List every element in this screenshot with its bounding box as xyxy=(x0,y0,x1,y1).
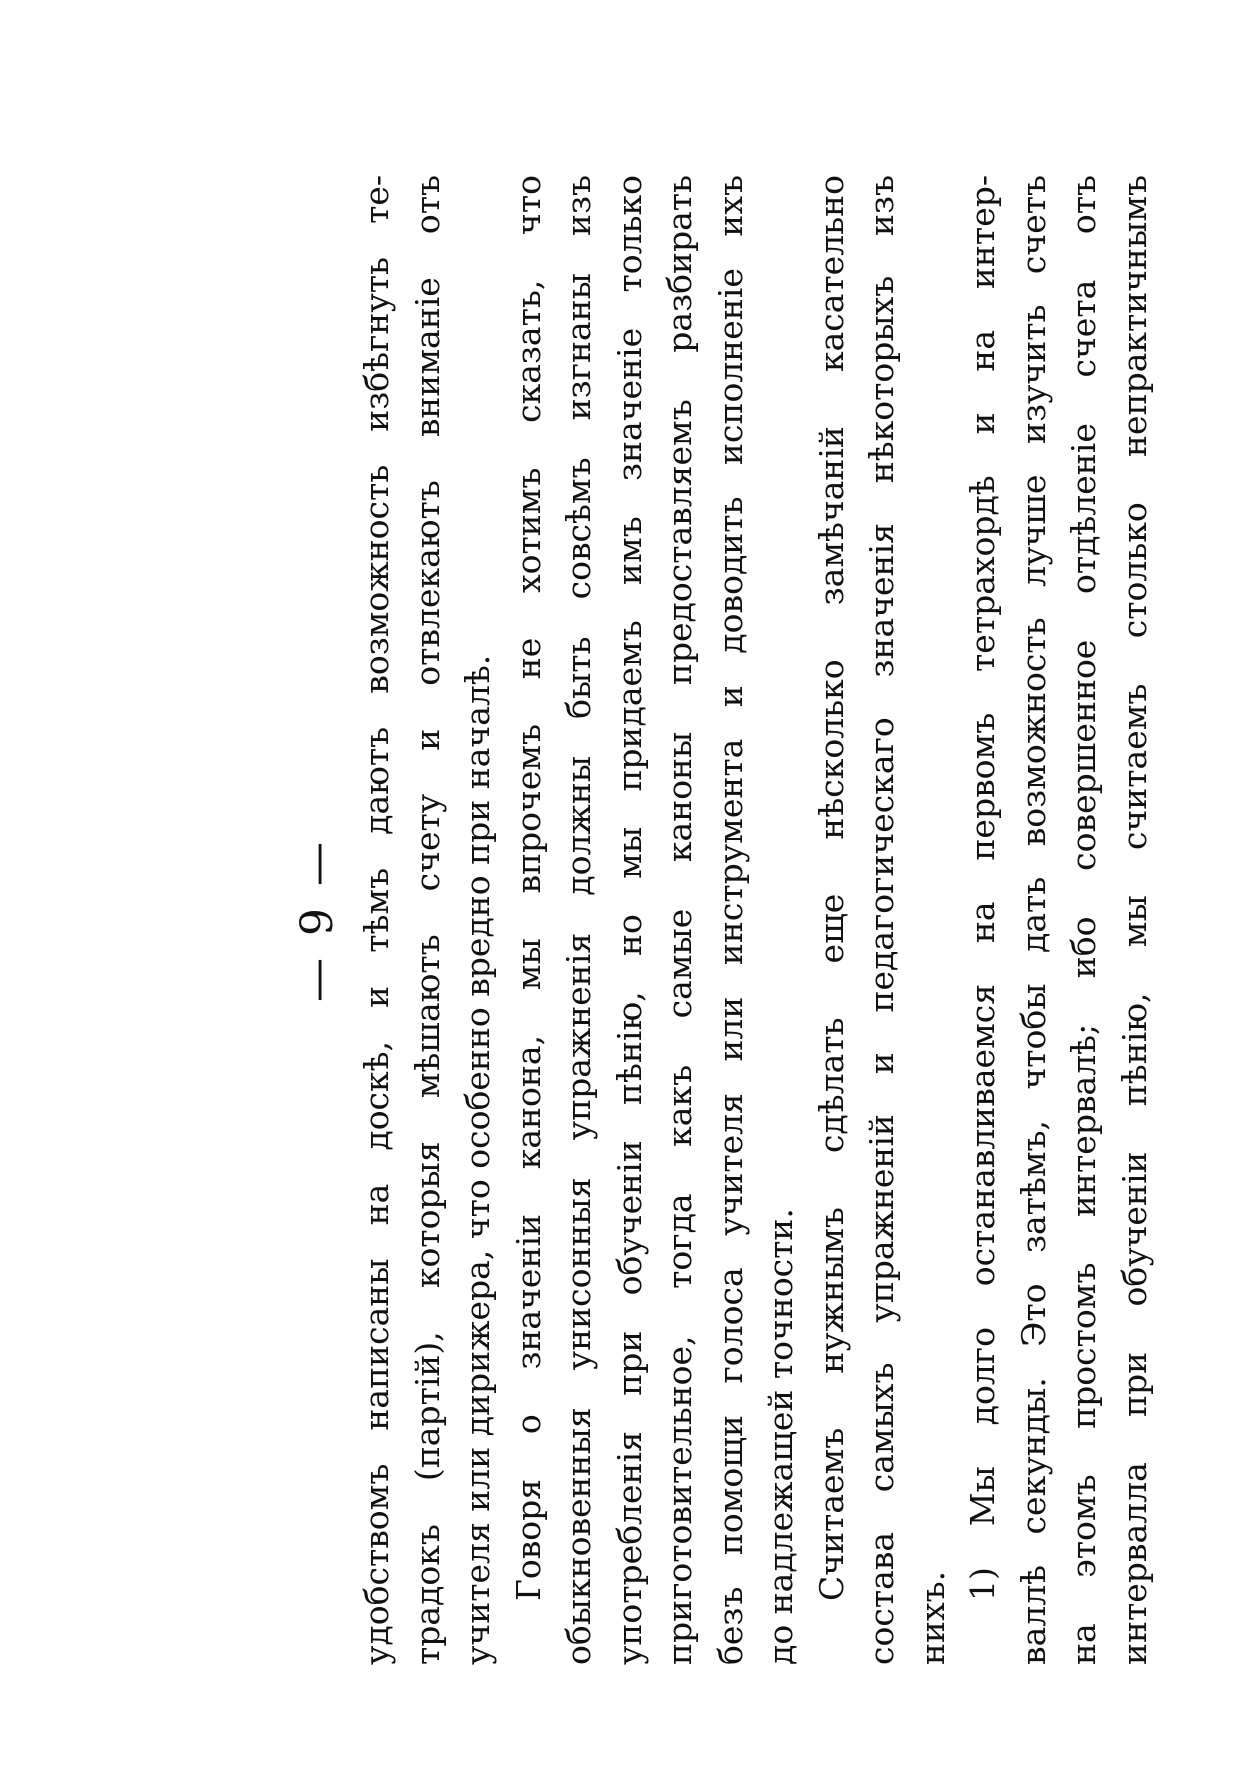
text-line: Считаемъ нужнымъ сдѣлать еще нѣсколько замѣчаній касательно xyxy=(811,175,851,1601)
text-line: нихъ. xyxy=(912,1570,952,1665)
rotated-page-content xyxy=(290,175,1154,1665)
text-line: до надлежащей точности. xyxy=(761,1208,800,1665)
text-line: валлѣ секунды. Это затѣмъ, чтобы дать возможность лучше изучить счетъ xyxy=(1013,175,1053,1665)
text-line: Говоря о значеніи канона, мы впрочемъ не хотимъ сказать, что xyxy=(508,175,548,1601)
text-line: обыкновенныя унисонныя упражненія должны быть совсѣмъ изгнаны изъ xyxy=(559,175,598,1665)
text-line: учителя или дирижера, что особенно вредно при началѣ. xyxy=(458,654,497,1665)
text-line: состава самыхъ упражненій и педагогическаго значенія нѣкоторыхъ изъ xyxy=(862,175,901,1665)
text-line: приготовительное, тогда какъ самые каноны предоставляемъ разбирать xyxy=(660,175,699,1665)
text-line: удобствомъ написаны на доскѣ, и тѣмъ даютъ возможность избѣгнуть те- xyxy=(357,175,396,1665)
text-line: 1) Мы долго останавливаемся на первомъ тетрахордѣ и на интер- xyxy=(963,175,1002,1601)
text-line: безъ помощи голоса учителя или инструмента и доводить исполненіе ихъ xyxy=(710,175,750,1665)
text-line: на этомъ простомъ интервалѣ; ибо совершенное отдѣленіе счета отъ xyxy=(1064,175,1103,1665)
text-line: традокъ (партій), которыя мѣшаютъ счету и отвлекаютъ вниманіе отъ xyxy=(407,175,447,1665)
text-line: употребленія при обученіи пѣнію, но мы придаемъ имъ значеніе только xyxy=(609,175,649,1665)
text-body xyxy=(352,175,1160,1665)
text-line: интервалла при обученіи пѣнію, мы считаемъ столько непрактичнымъ xyxy=(1114,175,1154,1665)
page-number: — 9 — xyxy=(292,838,343,1002)
